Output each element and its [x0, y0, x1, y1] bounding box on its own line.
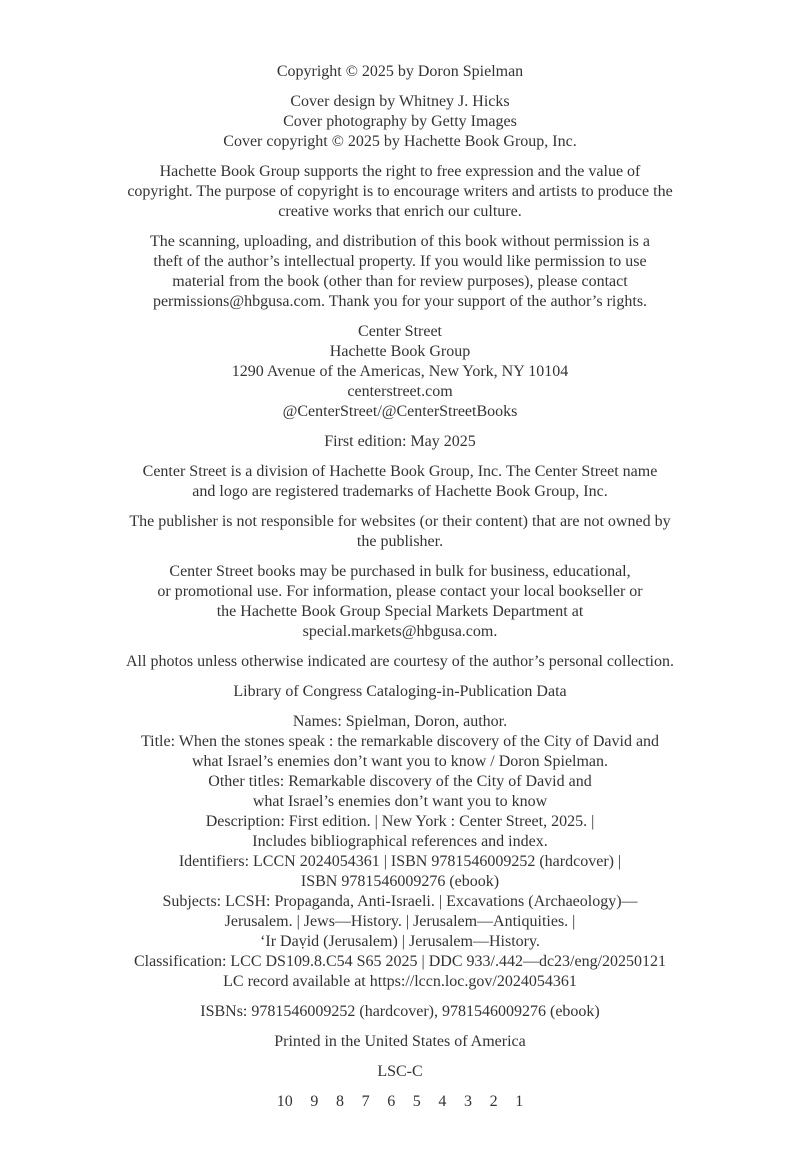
text-line: ISBNs: 9781546009252 (hardcover), 9781546009276 (ebook) — [200, 1003, 600, 1020]
text-line: centerstreet.com — [347, 383, 453, 400]
text-line: the Hachette Book Group Special Markets Department at — [216, 603, 584, 620]
text-line: Title: When the stones speak : the remarkable discovery of the City of David and — [140, 733, 660, 750]
text-line: Cover photography by Getty Images — [283, 113, 517, 130]
text-line: Center Street books may be purchased in bulk for business, educational, — [169, 563, 631, 580]
trademark-notice — [0, 462, 800, 502]
piracy-notice — [0, 232, 800, 312]
text-line: and logo are registered trademarks of Hachette Book Group, Inc. — [192, 483, 608, 500]
text-line: ‘Ir Daṿid (Jerusalem) | Jerusalem—History. — [260, 933, 540, 950]
text-line: Description: First edition. | New York : Center Street, 2025. | — [205, 813, 595, 830]
text-line: copyright. The purpose of copyright is to encourage writers and artists to produce the — [127, 183, 673, 200]
photo-credit — [0, 652, 800, 672]
text-line: LC record available at https://lccn.loc.gov/2024054361 — [223, 973, 577, 990]
text-line: permissions@hbgusa.com. Thank you for your support of the author’s rights. — [152, 293, 648, 310]
text-line: Copyright © 2025 by Doron Spielman — [276, 63, 524, 80]
text-line: The scanning, uploading, and distribution of this book without permission is a — [150, 233, 650, 250]
text-line: First edition: May 2025 — [324, 433, 476, 450]
text-line: Library of Congress Cataloging-in-Publication Data — [233, 683, 567, 700]
text-line: theft of the author’s intellectual property. If you would like permission to use — [153, 253, 647, 270]
text-line: Cover copyright © 2025 by Hachette Book Group, Inc. — [223, 133, 577, 150]
cip-record — [0, 712, 800, 992]
text-line: what Israel’s enemies don’t want you to know / Doron Spielman. — [191, 753, 609, 770]
text-line: The publisher is not responsible for websites (or their content) that are not owned by — [129, 513, 671, 530]
text-line: special.markets@hbgusa.com. — [302, 623, 498, 640]
text-line: Hachette Book Group — [329, 343, 471, 360]
text-line: Center Street — [358, 323, 442, 340]
text-line: 1290 Avenue of the Americas, New York, NY 10104 — [231, 363, 569, 380]
free-expression-statement — [0, 162, 800, 222]
text-line: Subjects: LCSH: Propaganda, Anti-Israeli. | Excavations (Archaeology)— — [162, 893, 638, 910]
text-line: material from the book (other than for review purposes), please contact — [172, 273, 628, 290]
publisher-address — [0, 322, 800, 422]
text-line: the publisher. — [356, 533, 444, 550]
bulk-purchase-info — [0, 562, 800, 642]
cip-heading — [0, 682, 800, 702]
text-line: Center Street is a division of Hachette Book Group, Inc. The Center Street name — [142, 463, 658, 480]
copyright-notice — [0, 62, 800, 82]
website-disclaimer — [0, 512, 800, 552]
isbn-summary — [0, 1002, 800, 1022]
text-line: All photos unless otherwise indicated are courtesy of the author’s personal collection. — [126, 653, 674, 670]
text-line: Identifiers: LCCN 2024054361 | ISBN 9781546009252 (hardcover) | — [178, 853, 622, 870]
print-run-numbers — [0, 1092, 800, 1112]
text-line: 10 9 8 7 6 5 4 3 2 1 — [276, 1093, 524, 1110]
text-line: creative works that enrich our culture. — [278, 203, 522, 220]
printed-in — [0, 1032, 800, 1052]
text-line: Classification: LCC DS109.8.C54 S65 2025 | DDC 933/.442—dc23/eng/20250121 — [133, 953, 667, 970]
cover-credits — [0, 92, 800, 152]
text-line: what Israel’s enemies don’t want you to know — [252, 793, 548, 810]
text-line: LSC-C — [377, 1063, 423, 1080]
text-line: Other titles: Remarkable discovery of the City of David and — [208, 773, 592, 790]
text-line: Hachette Book Group supports the right to free expression and the value of — [159, 163, 641, 180]
text-line: Names: Spielman, Doron, author. — [292, 713, 508, 730]
text-line: ISBN 9781546009276 (ebook) — [300, 873, 500, 890]
text-line: or promotional use. For information, please contact your local bookseller or — [157, 583, 643, 600]
text-line: Cover design by Whitney J. Hicks — [290, 93, 510, 110]
text-line: @CenterStreet/@CenterStreetBooks — [282, 403, 518, 420]
printer-code — [0, 1062, 800, 1082]
text-line: Includes bibliographical references and index. — [252, 833, 548, 850]
text-line: Printed in the United States of America — [274, 1033, 526, 1050]
text-line: Jerusalem. | Jews—History. | Jerusalem—Antiquities. | — [224, 913, 576, 930]
edition-notice — [0, 432, 800, 452]
